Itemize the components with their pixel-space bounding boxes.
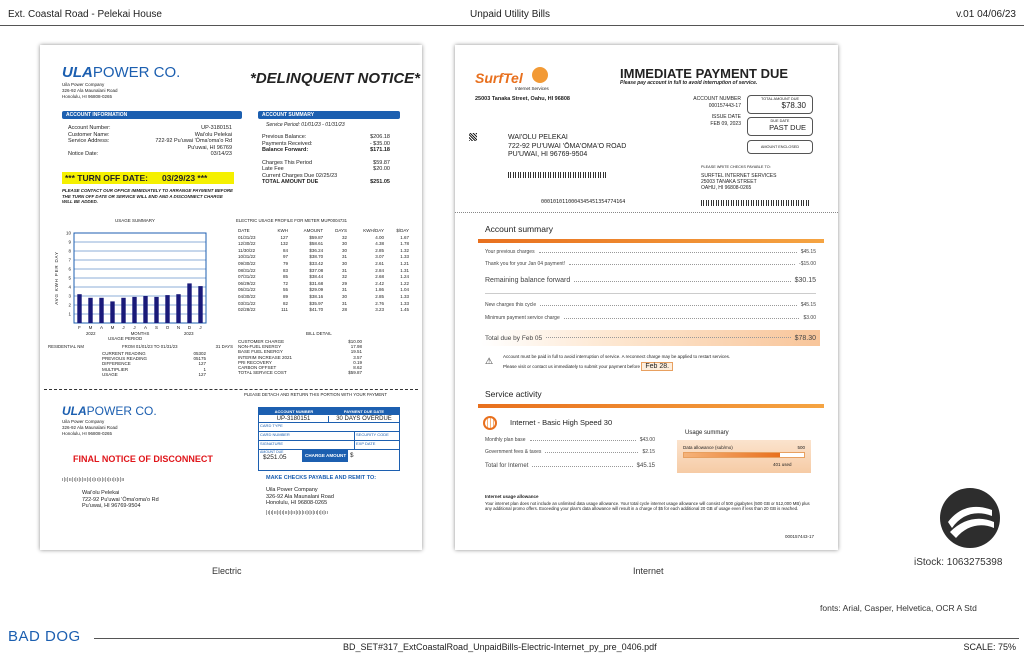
internet-bill bbox=[455, 45, 838, 550]
turnoff-date: 03/29/23 *** bbox=[161, 173, 208, 183]
value-service-city: Pu'uwai, HI 96769 bbox=[187, 144, 232, 151]
usage-profile-table bbox=[236, 228, 411, 314]
reading-row: CURRENT READING 05302 bbox=[102, 351, 206, 356]
profile-row: 05/31/22 55 $29.09 31 1.86 1.04 bbox=[238, 287, 409, 293]
profile-row: 11/30/22 84 $36.24 30 2.85 1.32 bbox=[238, 247, 409, 253]
usage-summary-label: Usage summary bbox=[685, 430, 729, 436]
card-number-field[interactable]: CARD NUMBER bbox=[259, 432, 355, 440]
profile-row: 08/31/22 83 $37.08 31 2.84 1.31 bbox=[238, 267, 409, 273]
card-type-field[interactable]: CARD TYPE bbox=[259, 423, 399, 432]
y-tick-label: 1 bbox=[68, 311, 71, 317]
internet-caption: Internet bbox=[633, 566, 664, 576]
footer-account: 000157443-17 bbox=[785, 534, 815, 539]
usage-period-row: RESIDENTIAL NM FROM 01/01/23 TO 01/31/23 31 DAYS bbox=[48, 344, 233, 349]
profile-row: 07/31/22 85 $38.44 32 2.68 1.24 bbox=[238, 274, 409, 280]
row-total-due: Total due by Feb 05 $78.30 bbox=[481, 330, 820, 346]
usage-period-title: USAGE PERIOD bbox=[108, 336, 143, 341]
allowance-text: Your internet plan does not include an unlimited data usage allowance. Your total cycle internet usage allowance will consist of 500 gigabytes (500 GB or 512,000 MB) plus any additional promo offers. Exceeding your plan's data allowance will result in a charge of $5 for each additional 20 GB of usage even if less than 20 GB is reached. bbox=[485, 501, 810, 512]
table-header: DATE bbox=[238, 228, 250, 233]
bill-detail-row: NON-FUEL ENERGY 17.98 bbox=[238, 344, 362, 350]
stub-addr2: Honolulu, HI 96808-0265 bbox=[62, 431, 113, 436]
info-values bbox=[130, 125, 232, 158]
readings-table bbox=[100, 351, 208, 377]
security-code-field[interactable]: SECURITY CODE bbox=[356, 432, 389, 437]
service-activity-title: Service activity bbox=[485, 389, 542, 399]
surftel-address: 25003 Tanaka Street, Oahu, HI 96808 bbox=[475, 96, 570, 102]
usage-bar bbox=[165, 295, 169, 323]
bill-detail-row: CUSTOMER CHARGE $10.00 bbox=[238, 339, 362, 344]
bill-detail-row: INTERIM INCREASE 2021 3.57 bbox=[238, 354, 362, 360]
x-tick-label: A bbox=[99, 325, 104, 330]
globe-icon bbox=[483, 416, 497, 430]
scanline: 0001010110004345451354774164 bbox=[541, 199, 626, 205]
year-right: 2023 bbox=[184, 331, 194, 336]
usage-bar bbox=[110, 301, 114, 323]
label-service-address: Service Address: bbox=[68, 138, 110, 145]
issue-label: ISSUE DATE bbox=[711, 114, 741, 120]
profile-title: ELECTRIC USAGE PROFILE FOR METER MUP0004731 bbox=[236, 218, 348, 223]
value-customer-name: Wai'olu Pelekai bbox=[194, 131, 232, 138]
usage-track bbox=[683, 452, 805, 458]
bottom-footer bbox=[0, 628, 1024, 663]
scale: SCALE: 75% bbox=[963, 642, 1016, 652]
stub-acct-header: ACCOUNT NUMBER bbox=[274, 409, 314, 414]
electric-bill bbox=[40, 45, 422, 550]
bill-detail-row: TOTAL SERVICE COST $59.87 bbox=[238, 370, 362, 376]
stub-customer-addr2: Pu'uwai, HI 96769-9504 bbox=[82, 503, 141, 510]
value-account-number: UP-3180151 bbox=[201, 125, 232, 131]
value-service-address: 722-92 Pu'uwai 'Ōma'oma'o Rd bbox=[155, 138, 232, 145]
usage-bar bbox=[121, 298, 125, 323]
used-label: 401 used bbox=[773, 462, 792, 467]
usage-bar bbox=[132, 297, 136, 323]
x-tick-label: M bbox=[88, 325, 93, 330]
notice-date: Feb 28. bbox=[641, 362, 673, 371]
account-info-header: ACCOUNT INFORMATION bbox=[62, 111, 242, 119]
customer-barcode bbox=[508, 172, 606, 178]
payable-label: PLEASE WRITE CHECKS PAYABLE TO: bbox=[701, 165, 771, 169]
label-customer-name: Customer Name: bbox=[68, 131, 110, 138]
stub-customer-addr1: 722-92 Pu'uwai 'Ōma'oma'o Rd bbox=[82, 496, 159, 503]
make-checks: MAKE CHECKS PAYABLE AND REMIT TO: bbox=[266, 475, 377, 481]
surftel-logo-icon bbox=[532, 67, 548, 83]
reading-row: MULTIPLIER 1 bbox=[102, 366, 206, 372]
customer-address: WAI'OLU PELEKAI 722-92 PU'UWAI 'ŌMA'OMA'O ROAD PU'UWAI, HI 96769-9504 bbox=[508, 134, 627, 158]
issue-value: FEB 09, 2023 bbox=[710, 121, 741, 127]
y-tick-label: 10 bbox=[65, 230, 71, 236]
logo-text: POWER CO. bbox=[92, 64, 181, 81]
service-period: Service Period: 01/01/23 - 01/31/23 bbox=[266, 122, 345, 128]
x-tick-label: J bbox=[199, 325, 202, 330]
usage-bar bbox=[99, 298, 103, 323]
orange-rule-2 bbox=[478, 404, 824, 408]
detach-text: PLEASE DETACH AND RETURN THIS PORTION WITH YOUR PAYMENT bbox=[244, 392, 388, 397]
summary-rows: Previous Balance: $206.18 Payments Received: - $35.00 Balance Forward: $171.18 Charges This Period $59.87 Late Fee $20.00 Current Charges Due 02/25/23 TOTAL AMOUNT DUE $251.05 bbox=[262, 134, 390, 185]
istock-caption: iStock: 1063275398 bbox=[914, 557, 1003, 568]
row-payment: Thank you for your Jan 04 payment! -$15.00 bbox=[485, 261, 816, 267]
profile-row: 02/28/22 111 $41.70 28 3.23 1.45 bbox=[238, 307, 409, 313]
stub-due: 30 DAYS OVERDUE bbox=[336, 415, 392, 422]
row-minimum: Minimum payment service charge $3.00 bbox=[485, 315, 816, 321]
stub-account: UP-3180151 bbox=[259, 416, 329, 422]
surftel-tagline: Internet Services bbox=[515, 86, 549, 91]
brand: BAD DOG bbox=[8, 628, 81, 645]
fonts-caption: fonts: Arial, Casper, Helvetica, OCR A Std bbox=[820, 603, 977, 613]
value-notice-date: 03/14/23 bbox=[210, 151, 232, 158]
usage-fill bbox=[684, 453, 780, 457]
acct-block bbox=[655, 96, 741, 128]
account-summary-header: ACCOUNT SUMMARY bbox=[258, 111, 400, 119]
months-label: MONTHS bbox=[130, 331, 150, 336]
stub-barcode-left: ı|ı|ıı|ı|ı|ı|ıı|ı|ı|ıı|ı|ı|ı|ıı|ı|ı|ıı bbox=[62, 477, 125, 483]
notice-1: Account must be paid in full to avoid interruption of service. A reconnect charge may be applied to restart services. bbox=[503, 354, 731, 359]
bill-detail-title: BILL DETAIL bbox=[306, 331, 332, 336]
y-tick-label: 6 bbox=[68, 266, 71, 272]
allowance-title: Internet usage allowance bbox=[485, 494, 539, 499]
usage-bar bbox=[77, 294, 81, 323]
usage-summary-title: USAGE SUMMARY bbox=[115, 218, 155, 223]
total-value: $78.30 bbox=[781, 101, 806, 110]
due-box: DUE DATE PAST DUE bbox=[747, 117, 813, 136]
remit-address: Uila Power Company 326-92 Ala Maunalani Road Honolulu, HI 96808-0265 bbox=[266, 487, 334, 507]
electric-caption: Electric bbox=[212, 566, 242, 576]
reading-row: PREVIOUS READING 05175 bbox=[102, 356, 206, 362]
company-name: Uila Power Company bbox=[62, 82, 105, 87]
charge-amount-label: CHARGE AMOUNT bbox=[303, 450, 348, 462]
y-tick-label: 2 bbox=[68, 302, 71, 308]
table-header: AMOUNT bbox=[303, 228, 324, 233]
amount-due-value: $251.05 bbox=[263, 454, 287, 461]
stub-addr1: 326-92 Ala Maunalani Road bbox=[62, 425, 118, 430]
plan-name: Internet - Basic High Speed 30 bbox=[510, 418, 613, 427]
logo-mark: ULA bbox=[62, 64, 93, 81]
allowance-label: Data allowance (sub/mo) bbox=[683, 445, 733, 450]
top-header bbox=[0, 0, 1024, 26]
bill-detail-row: BASE FUEL ENERGY 19.51 bbox=[238, 349, 362, 355]
row-remaining: Remaining balance forward $30.15 bbox=[485, 277, 816, 284]
signature-field[interactable]: SIGNATURE bbox=[259, 441, 355, 449]
payable-address: SURFTEL INTERNET SERVICES 25003 TANAKA STREET OAHU, HI 96808-0265 bbox=[701, 173, 777, 191]
perforation bbox=[455, 212, 838, 213]
bill-detail-row: PRI RECOVERY 0.19 bbox=[238, 359, 362, 365]
bill-detail-table bbox=[236, 339, 364, 375]
profile-row: 06/29/22 72 $31.68 29 2.42 1.22 bbox=[238, 280, 409, 286]
table-header: KWH bbox=[277, 228, 288, 233]
version-date: v.01 04/06/23 bbox=[956, 9, 1016, 20]
y-tick-label: 5 bbox=[68, 275, 71, 281]
info-labels bbox=[68, 125, 111, 158]
reading-row: DIFFERENCE 127 bbox=[102, 361, 206, 367]
y-tick-label: 9 bbox=[68, 239, 71, 245]
stub-due-header: PAYMENT DUE DATE bbox=[343, 409, 385, 414]
istock-logo bbox=[940, 488, 1000, 548]
usage-bar bbox=[143, 296, 147, 323]
row-previous: Your previous charges $45.15 bbox=[485, 249, 816, 255]
stub-logo: ULAPOWER CO. bbox=[62, 404, 157, 418]
acct-label: ACCOUNT NUMBER bbox=[693, 96, 741, 102]
row-new-charges: New charges this cycle $45.15 bbox=[485, 302, 816, 308]
reading-row: USAGE 127 bbox=[102, 371, 206, 377]
turnoff-banner bbox=[62, 172, 234, 184]
table-header: DAYS bbox=[335, 228, 348, 233]
charge-dollar: $ bbox=[350, 453, 354, 459]
profile-row: 03/31/22 82 $35.97 31 2.76 1.33 bbox=[238, 300, 409, 306]
exp-date-field[interactable]: EXP DATE bbox=[356, 441, 376, 446]
swoosh-icon bbox=[940, 488, 1000, 548]
allowance-max: 500 bbox=[797, 445, 805, 450]
row-total-internet: Total for Internet $45.15 bbox=[485, 463, 655, 469]
bill-detail-row: CARBON OFFSET 8.62 bbox=[238, 365, 362, 371]
surftel-logo: SurfTel bbox=[475, 70, 523, 86]
profile-row: 01/31/23 127 $59.87 32 4.00 1.67 bbox=[238, 234, 409, 240]
usage-bar bbox=[198, 286, 202, 323]
x-tick-label: S bbox=[154, 325, 159, 330]
x-tick-label: J bbox=[122, 325, 125, 330]
x-tick-label: N bbox=[176, 325, 181, 330]
y-axis-label: AVG KWH PER DAY bbox=[54, 251, 59, 305]
x-tick-label: M bbox=[110, 325, 115, 330]
table-header: $/DAY bbox=[396, 228, 409, 233]
x-tick-label: D bbox=[187, 325, 192, 330]
due-value: PAST DUE bbox=[769, 123, 806, 132]
row-plan-fees: Government fees & taxes $2.15 bbox=[485, 449, 655, 455]
notice-2: Please visit or contact us immediately to submit your payment before bbox=[503, 364, 641, 369]
warning-icon: ⚠ bbox=[485, 356, 494, 366]
total-box: TOTAL AMOUNT DUE $78.30 bbox=[747, 95, 813, 114]
x-tick-label: A bbox=[143, 325, 148, 330]
usage-bar bbox=[187, 283, 191, 323]
stub-customer-name: Wai'olu Pelekai bbox=[82, 490, 120, 496]
usage-bar bbox=[154, 297, 158, 323]
acct-value: 000157443-17 bbox=[708, 103, 741, 109]
usage-bar bbox=[88, 298, 92, 323]
y-tick-label: 8 bbox=[68, 248, 71, 254]
remit-barcode: |ı|ı|ıı|ı|ı|ıı|ı|ıı|ı|ı|ıı|ı|ı|ıı|ı|ı|ıı bbox=[266, 510, 329, 516]
label-account-number: Account Number: bbox=[68, 125, 111, 131]
payment-due-title: IMMEDIATE PAYMENT DUE bbox=[620, 66, 789, 81]
notice-2-wrapper bbox=[503, 363, 673, 371]
usage-chart bbox=[50, 225, 210, 345]
y-tick-label: 3 bbox=[68, 293, 71, 299]
row-plan-base: Monthly plan base $43.00 bbox=[485, 437, 655, 443]
x-tick-label: F bbox=[78, 325, 81, 330]
company-addr2: Honolulu, HI 96808-0265 bbox=[62, 94, 113, 99]
orange-rule-1 bbox=[478, 239, 824, 243]
profile-row: 10/31/22 97 $38.70 31 3.07 1.33 bbox=[238, 254, 409, 260]
payment-stub bbox=[258, 407, 400, 471]
sheet-title: Unpaid Utility Bills bbox=[470, 9, 551, 20]
final-notice: FINAL NOTICE OF DISCONNECT bbox=[73, 454, 213, 464]
account-summary-title: Account summary bbox=[485, 224, 554, 234]
file-name: BD_SET#317_ExtCoastalRoad_UnpaidBills-Electric-Internet_py_pre_0406.pdf bbox=[343, 642, 657, 652]
project-title: Ext. Coastal Road - Pelekai House bbox=[8, 9, 162, 20]
x-tick-label: J bbox=[133, 325, 136, 330]
footer-line bbox=[94, 638, 1019, 639]
detach-line bbox=[44, 389, 418, 390]
amount-due-label: AMOUNT DUE bbox=[260, 450, 284, 454]
enclosed-box[interactable]: AMOUNT ENCLOSED bbox=[747, 140, 813, 154]
y-tick-label: 7 bbox=[68, 257, 71, 263]
qr-code bbox=[469, 133, 477, 141]
profile-row: 09/30/22 79 $33.42 30 2.61 1.21 bbox=[238, 260, 409, 266]
delinquent-title: *DELINQUENT NOTICE* bbox=[250, 70, 421, 87]
divider bbox=[485, 293, 816, 294]
payment-due-subtitle: Please pay account in full to avoid interruption of service. bbox=[620, 80, 758, 86]
usage-bar bbox=[176, 294, 180, 323]
electric-logo bbox=[62, 65, 180, 82]
stub-company: Uila Power Company bbox=[62, 419, 105, 424]
payable-barcode bbox=[701, 200, 811, 206]
year-left: 2022 bbox=[86, 331, 96, 336]
label-notice-date: Notice Date: bbox=[68, 151, 99, 158]
stub-customer bbox=[82, 490, 159, 510]
y-tick-label: 4 bbox=[68, 284, 71, 290]
table-header: KWH/DAY bbox=[363, 228, 384, 233]
x-tick-label: O bbox=[165, 325, 170, 330]
usage-box bbox=[677, 440, 811, 473]
turnoff-label: *** TURN OFF DATE: bbox=[65, 173, 148, 183]
profile-row: 12/30/22 132 $58.61 30 4.38 1.78 bbox=[238, 241, 409, 247]
warning-text: PLEASE CONTACT OUR OFFICE IMMEDIATELY TO ARRANGE PAYMENT BEFORE THE TURN OFF DATE OR SERVICE WILL END AND A DISCONNECT CHARGE WILL BE ADDED. bbox=[62, 188, 233, 204]
profile-row: 04/30/22 89 $38.16 30 2.85 1.33 bbox=[238, 293, 409, 299]
company-addr1: 326-92 Ala Maunalani Road bbox=[62, 88, 118, 93]
